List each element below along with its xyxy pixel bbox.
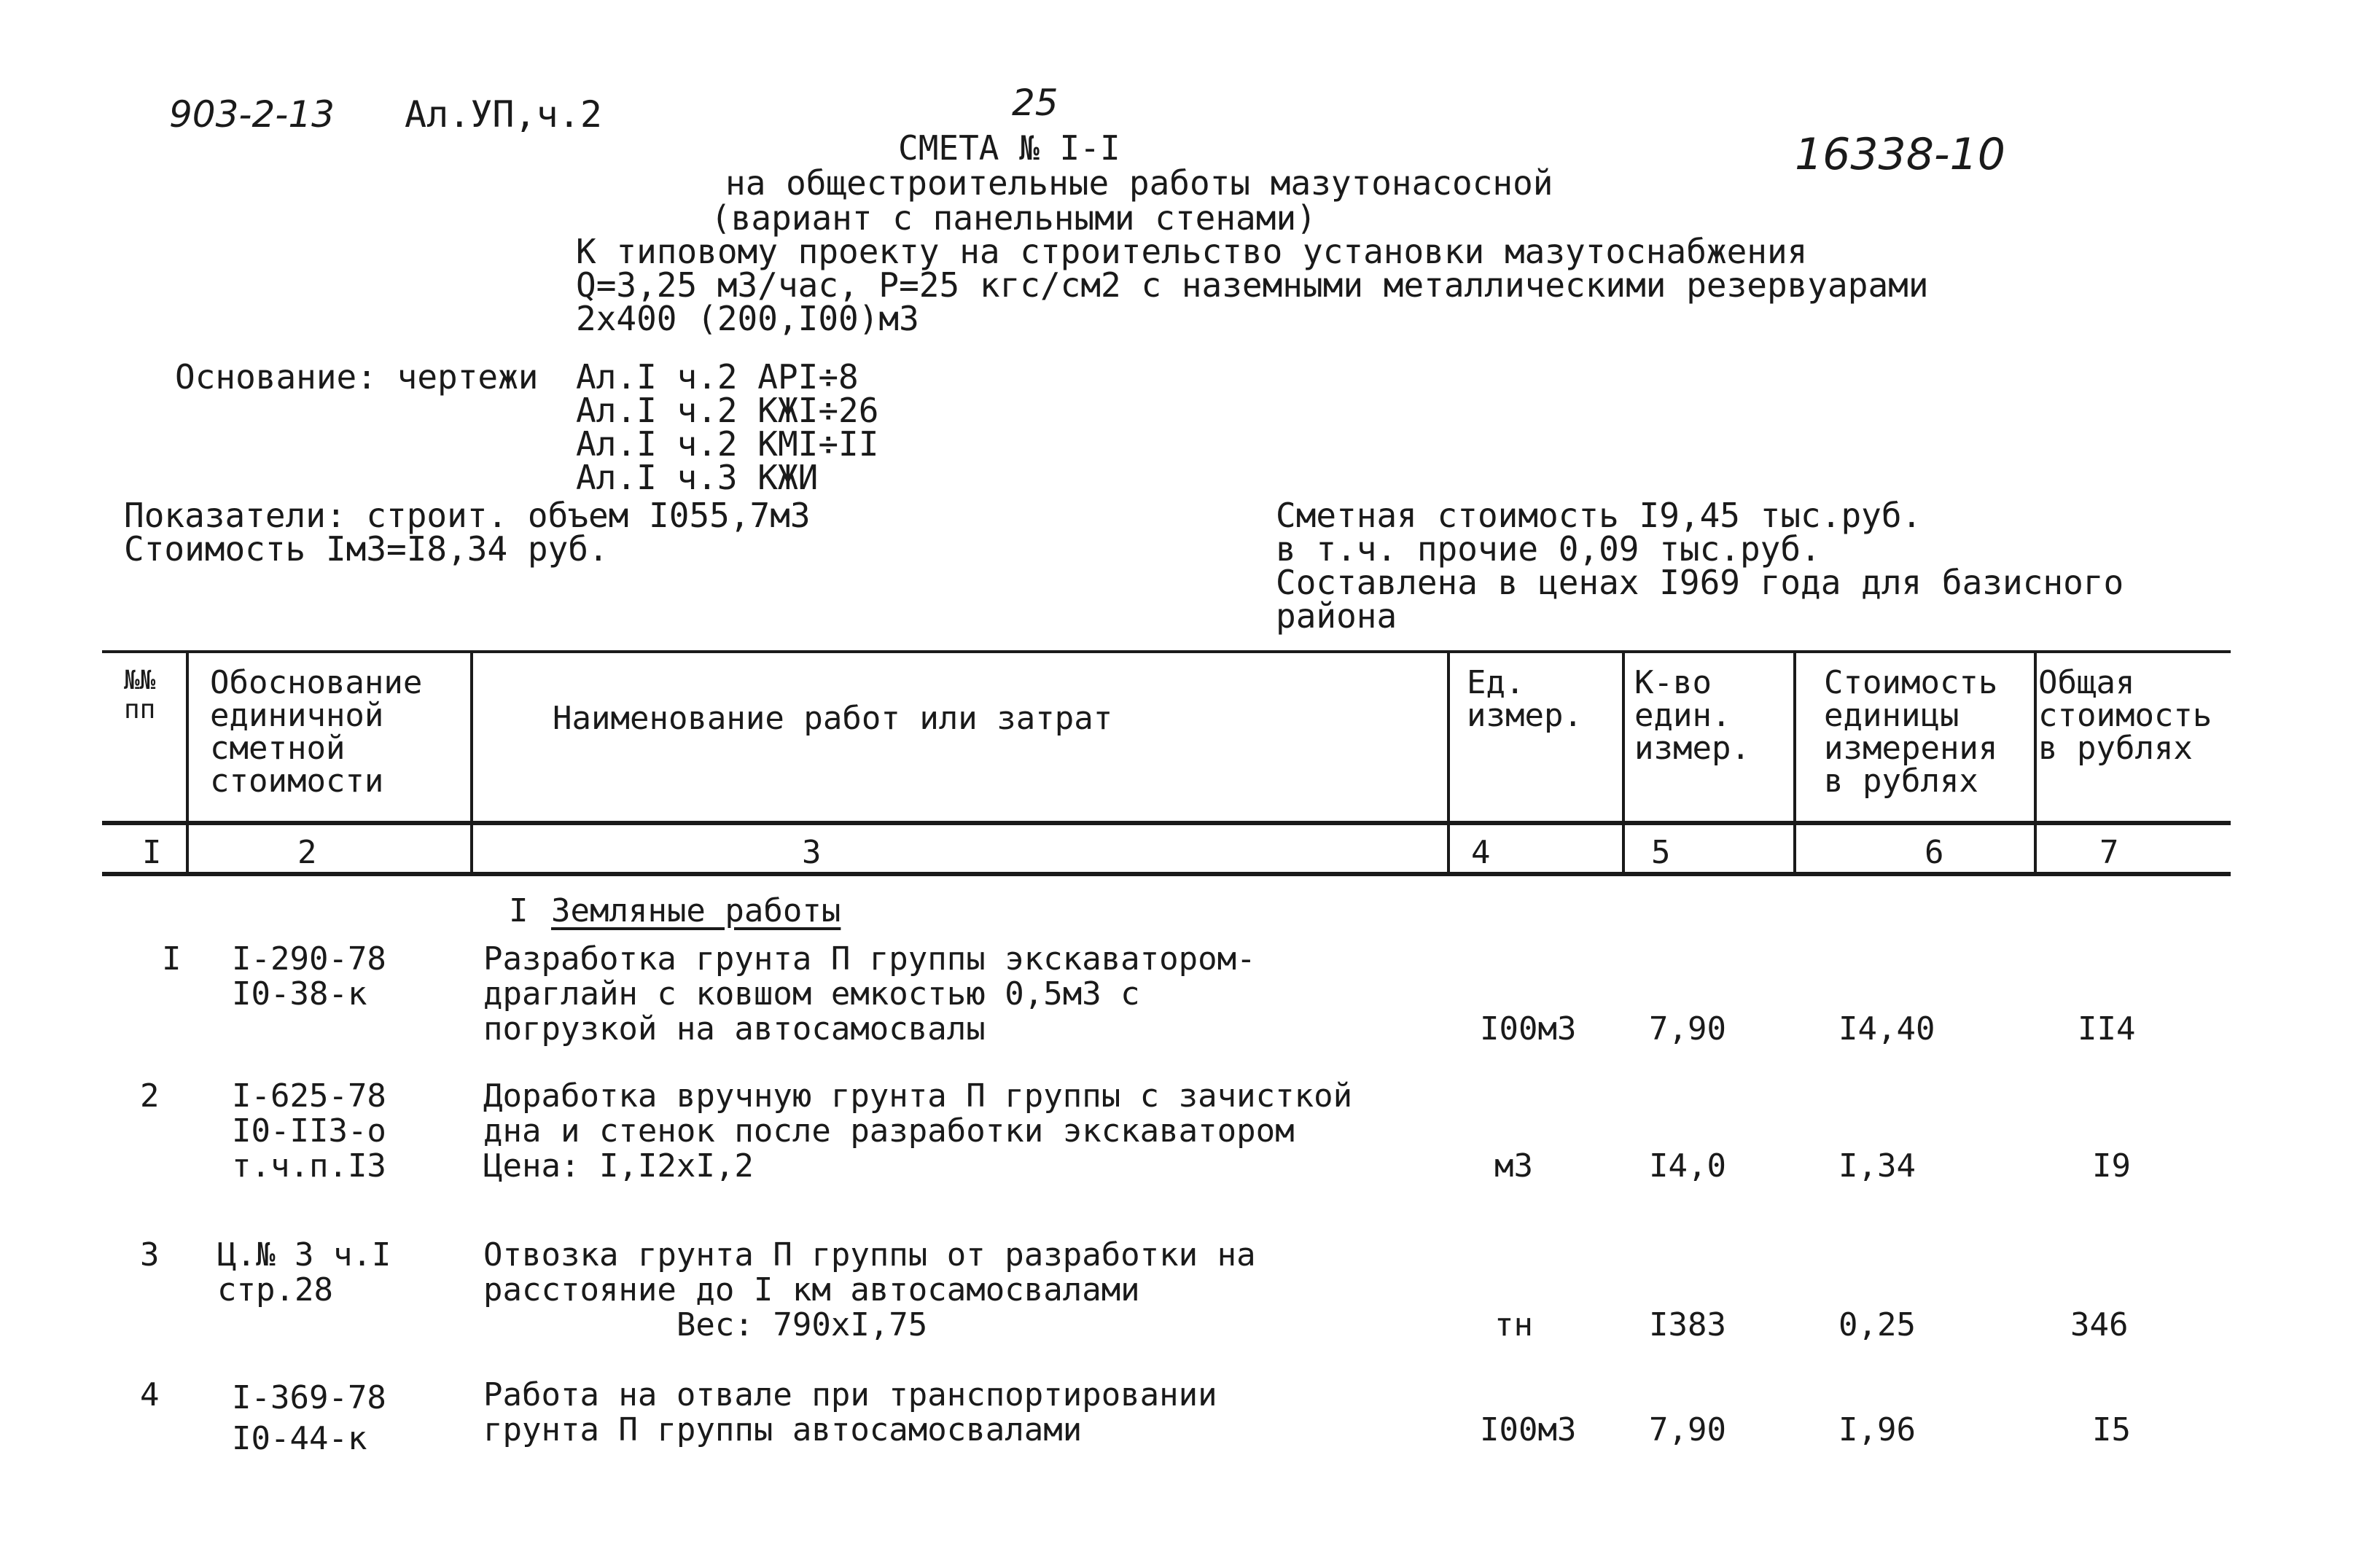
row-number: 2 <box>140 1077 160 1115</box>
row-total: I9 <box>2092 1147 2131 1185</box>
row-quantity: 7,90 <box>1649 1010 1726 1048</box>
header-row-number: №№ пп <box>124 666 156 725</box>
row-number: 4 <box>140 1376 160 1413</box>
header-unit: Ед. измер. <box>1467 664 1583 734</box>
col-divider-2 <box>470 652 473 873</box>
col-number-2: 2 <box>297 834 317 871</box>
row-work-name: Работа на отвале при транспортировании грунта П группы автосамосвалами <box>483 1376 1217 1448</box>
header-unit-cost: Стоимость единицы измерения в рублях <box>1824 664 1998 800</box>
page-number: 25 <box>1012 82 1058 124</box>
subtitle-line-5: 2х400 (200,I00)м3 <box>576 299 919 338</box>
indicator-unit-cost: Стоимость Iм3=I8,34 руб. <box>124 529 609 569</box>
row-basis: Ц.№ 3 ч.I стр.28 <box>217 1236 391 1308</box>
doc-code: 903-2-13 <box>169 93 335 136</box>
col-divider-6 <box>2034 652 2037 873</box>
estimated-cost: Сметная стоимость I9,45 тыс.руб. <box>1276 496 1922 535</box>
col-number-1: I <box>142 834 162 871</box>
table-header-rule <box>102 821 2231 825</box>
header-quantity: К-во един. измер. <box>1634 664 1750 767</box>
row-total: 346 <box>2070 1306 2129 1343</box>
subtitle-line-3: К типовому проекту на строительство установки мазутоснабжения <box>576 232 1808 271</box>
row-quantity: I383 <box>1649 1306 1726 1343</box>
row-total: II4 <box>2078 1010 2136 1048</box>
header-total-cost: Общая стоимость в рублях <box>2038 664 2212 767</box>
section-title: Земляные работы <box>551 892 841 929</box>
row-basis: I-625-78 I0-II3-о т.ч.п.I3 <box>232 1077 386 1185</box>
basis-line-4: Ал.I ч.3 КЖИ <box>576 458 819 497</box>
subtitle-line-1: на общестроительные работы мазутонасосной <box>725 163 1553 203</box>
col-divider-3 <box>1447 652 1450 873</box>
row-unit: I00м3 <box>1480 1010 1577 1048</box>
row-unit-cost: I,34 <box>1838 1147 1916 1185</box>
row-basis: I-369-78 I0-44-к <box>232 1379 386 1457</box>
table-number-rule <box>102 872 2231 876</box>
row-work-name: Доработка вручную грунта П группы с зачисткой дна и стенок после разработки экскаватором Цена: I,I2хI,2 <box>483 1077 1353 1185</box>
price-basis-region: района <box>1276 596 1397 636</box>
basis-label: Основание: чертежи <box>175 357 539 397</box>
col-number-5: 5 <box>1651 834 1671 871</box>
indicator-volume: Показатели: строит. объем I055,7м3 <box>124 496 811 535</box>
col-number-4: 4 <box>1471 834 1491 871</box>
row-unit-cost: I,96 <box>1838 1411 1916 1448</box>
album-ref: Ал.УП,ч.2 <box>405 93 602 136</box>
row-quantity: I4,0 <box>1649 1147 1726 1185</box>
row-unit-cost: 0,25 <box>1838 1306 1916 1343</box>
row-basis: I-290-78 I0-38-к <box>232 940 386 1013</box>
row-work-name: Отвозка грунта П группы от разработки на расстояние до I км автосамосвалами Вес: 790хI,75 <box>483 1236 1256 1343</box>
other-cost: в т.ч. прочие 0,09 тыс.руб. <box>1276 529 1821 569</box>
row-unit: м3 <box>1494 1147 1533 1185</box>
table-top-rule <box>102 650 2231 653</box>
row-total: I5 <box>2092 1411 2131 1448</box>
header-basis: Обоснование единичной сметной стоимости <box>210 664 423 800</box>
price-basis: Составлена в ценах I969 года для базисного <box>1276 563 2124 602</box>
estimate-title: СМЕТА № I-I <box>898 128 1120 168</box>
col-divider-5 <box>1793 652 1796 873</box>
row-work-name: Разработка грунта П группы экскаватором- драглайн с ковшом емкостью 0,5м3 с погрузкой на автосамосвалы <box>483 940 1256 1048</box>
basis-line-2: Ал.I ч.2 КЖI÷26 <box>576 391 879 430</box>
inventory-number: 16338-10 <box>1795 129 2005 180</box>
row-number: I <box>162 940 182 978</box>
basis-line-1: Ал.I ч.2 АРI÷8 <box>576 357 859 397</box>
basis-line-3: Ал.I ч.2 КМI÷II <box>576 424 879 464</box>
row-unit: тн <box>1494 1306 1533 1343</box>
row-unit-cost: I4,40 <box>1838 1010 1935 1048</box>
subtitle-line-2: (вариант с панельными стенами) <box>711 198 1317 238</box>
col-number-7: 7 <box>2099 834 2119 871</box>
col-divider-4 <box>1622 652 1625 873</box>
header-work-name: Наименование работ или затрат <box>553 700 1113 737</box>
col-divider-1 <box>186 652 189 873</box>
col-number-6: 6 <box>1925 834 1944 871</box>
subtitle-line-4: Q=3,25 м3/час, Р=25 кгс/см2 с наземными металлическими резервуарами <box>576 265 1929 305</box>
section-number: I <box>509 892 529 929</box>
row-quantity: 7,90 <box>1649 1411 1726 1448</box>
row-number: 3 <box>140 1236 160 1273</box>
row-unit: I00м3 <box>1480 1411 1577 1448</box>
col-number-3: 3 <box>802 834 822 871</box>
